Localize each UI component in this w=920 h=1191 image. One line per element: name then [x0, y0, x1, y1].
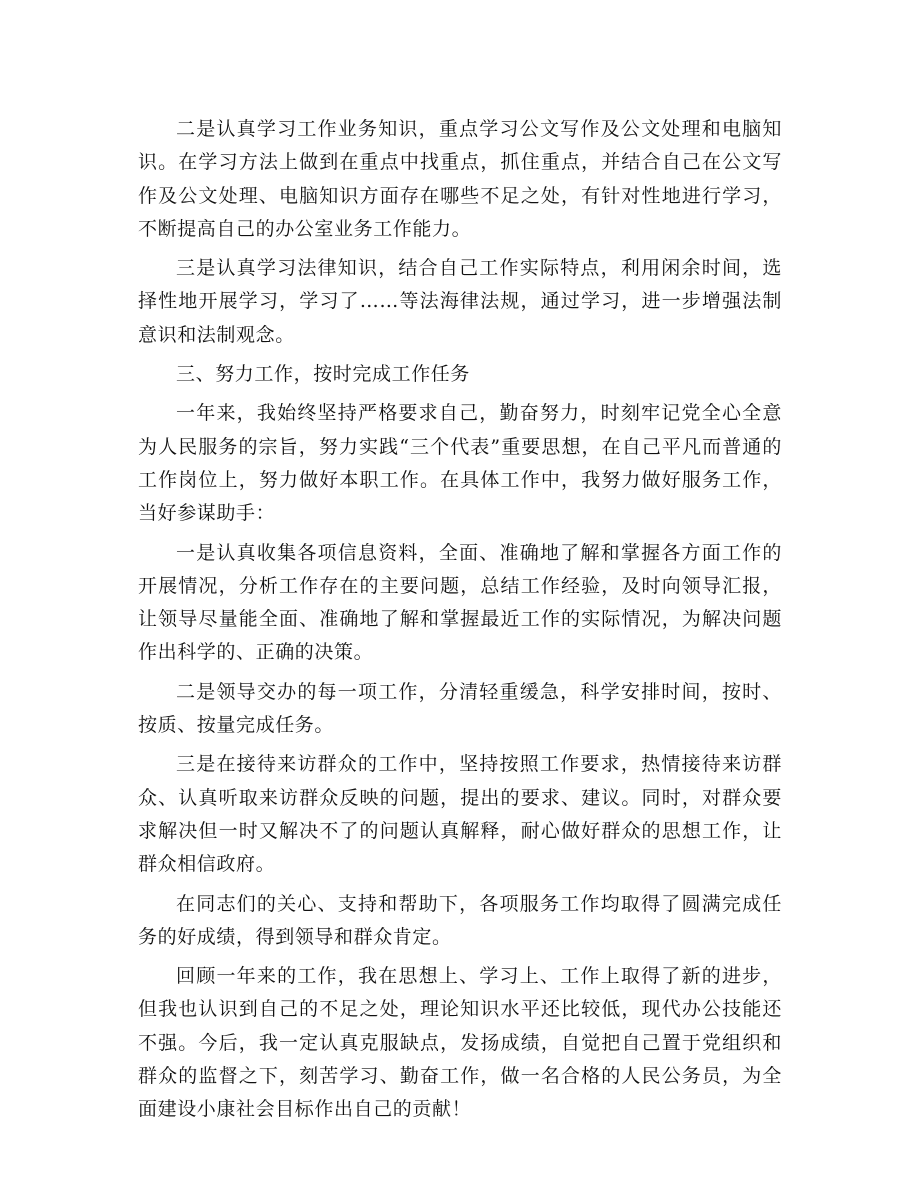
paragraph-review-conclusion: 回顾一年来的工作，我在思想上、学习上、工作上取得了新的进步，但我也认识到自己的不足之处，理论知识水平还比较低，现代办公技能还不强。今后，我一定认真克服缺点，发扬成绩，自觉把自己置于党组织和群众的监督之下，刻苦学习、勤奋工作，做一名合格的人民公务员，为全面建设小康社会目标作出自己的贡献！ [138, 965, 782, 1121]
paragraph-receive-visitors: 三是在接待来访群众的工作中，坚持按照工作要求，热情接待来访群众、认真听取来访群众反映的问题，提出的要求、建议。同时，对群众要求解决但一时又解决不了的问题认真解释，耐心做好群众的思想工作，让群众相信政府。 [138, 753, 782, 876]
document-body [138, 113, 782, 1133]
paragraph-study-business: 二是认真学习工作业务知识，重点学习公文写作及公文处理和电脑知识。在学习方法上做到在重点中找重点，抓住重点，并结合自己在公文写作及公文处理、电脑知识方面存在哪些不足之处，有针对性地进行学习，不断提高自己的办公室业务工作能力。 [138, 118, 782, 240]
section-heading-work: 三、努力工作，按时完成工作任务 [176, 363, 471, 386]
paragraph-collect-info: 一是认真收集各项信息资料，全面、准确地了解和掌握各方面工作的开展情况，分析工作存在的主要问题，总结工作经验，及时向领导汇报，让领导尽量能全面、准确地了解和掌握最近工作的实际情况，为解决问题作出科学的、正确的决策。 [138, 541, 782, 664]
paragraph-assigned-tasks: 二是领导交办的每一项工作，分清轻重缓急，科学安排时间，按时、按质、按量完成任务。 [138, 680, 782, 737]
paragraph-study-law: 三是认真学习法律知识，结合自己工作实际特点，利用闲余时间，选择性地开展学习，学习了……等法海律法规，通过学习，进一步增强法制意识和法制观念。 [138, 257, 782, 346]
paragraph-achievements: 在同志们的关心、支持和帮助下，各项服务工作均取得了圆满完成任务的好成绩，得到领导和群众肯定。 [138, 892, 782, 948]
paragraph-work-overview: 一年来，我始终坚持严格要求自己，勤奋努力，时刻牢记党全心全意为人民服务的宗旨，努力实践“三个代表”重要思想，在自己平凡而普通的工作岗位上，努力做好本职工作。在具体工作中，我努力做好服务工作，当好参谋助手： [138, 402, 782, 525]
